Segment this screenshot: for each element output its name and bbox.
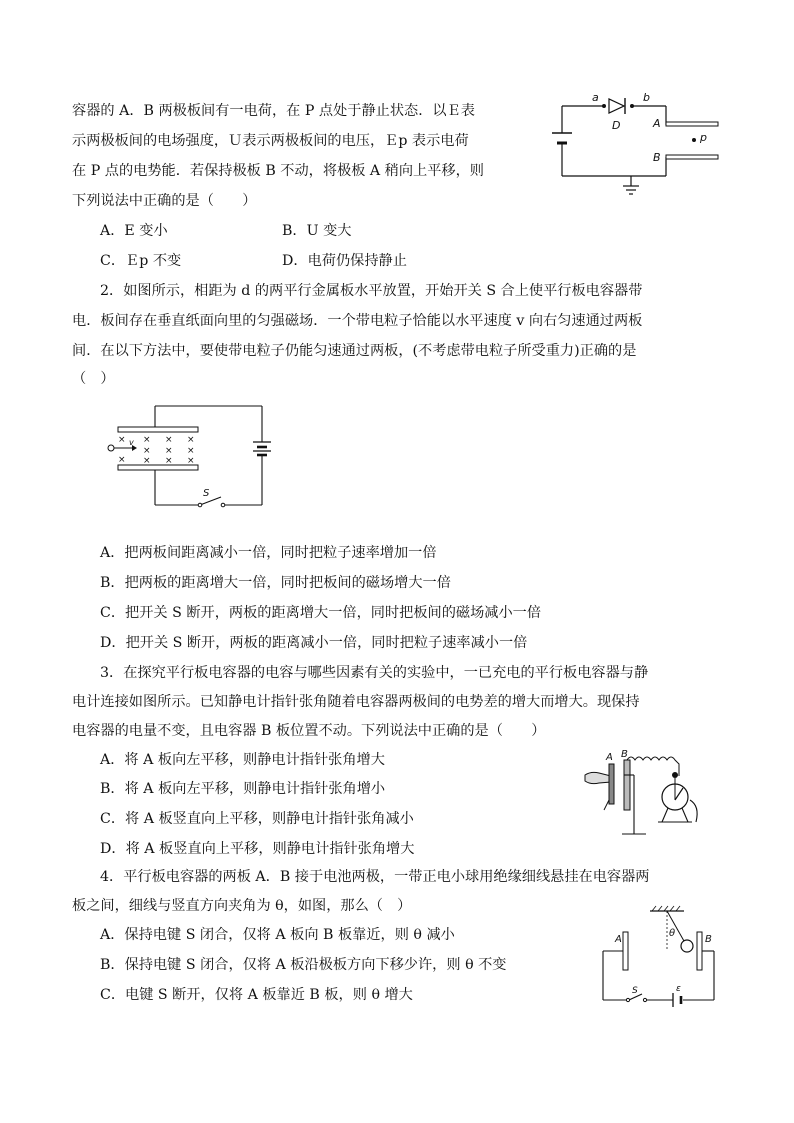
q1-line-4: 下列说法中正确的是（ ） [72,193,257,209]
q3-option-b: B．将 A 板向左平移，则静电计指针张角增小 [100,781,386,797]
q3-line-3: 电容器的电量不变，且电容器 B 板位置不动。下列说法中正确的是（ ） [72,723,546,739]
q2-line-3: 间．在以下方法中，要使带电粒子仍能匀速通过两板，(不考虑带电粒子所受重力)正确的是 [72,343,637,359]
q1-label-plate-a: A [653,117,661,130]
q2-field-cross: × [187,456,195,466]
q2-field-cross: × [143,435,151,445]
q4-plate-a [623,932,628,970]
q2-label-v: v [129,438,134,447]
q3-line-1: 3．在探究平行板电容器的电容与哪些因素有关的实验中，一已充电的平行板电容器与静 [100,665,649,681]
q2-line-2: 电．板间存在垂直纸面向里的匀强磁场．一个带电粒子恰能以水平速度 v 向右匀速通过两板 [72,313,643,329]
q4-plate-b [697,932,702,970]
q1-option-a: A．E 变小 [100,223,168,239]
q1-option-b: B．U 变大 [282,223,352,239]
q3-option-a: A．将 A 板向左平移，则静电计指针张角增大 [100,752,385,768]
q2-label-s: S [203,488,210,499]
q1-label-b: b [643,91,650,104]
q4-label-theta: θ [669,928,676,939]
q1-line-3: 在 P 点的电势能．若保持极板 B 不动，将极板 A 稍向上平移，则 [72,163,484,179]
q2-line-1: 2．如图所示，相距为 d 的两平行金属板水平放置，开始开关 S 合上使平行板电容器带 [100,283,643,299]
q4-label-a: A [615,934,622,945]
q2-field-cross: × [165,435,173,445]
q1-label-p: p [700,131,707,144]
q2-line-4: （ ） [72,371,115,387]
q4-option-a: A．保持电键 S 闭合，仅将 A 板向 B 板靠近，则 θ 减小 [100,927,455,943]
q2-field-cross: × [187,435,195,445]
q2-option-c: C．把开关 S 断开，两板的距离增大一倍，同时把板间的磁场减小一倍 [100,605,542,621]
q4-label-e: ε [676,984,681,994]
q3-label-b: B [621,749,628,760]
q4-label-b: B [705,934,712,945]
q2-field-cross: × [143,446,151,456]
q4-ball [681,940,693,952]
q2-field-cross: × [118,455,126,465]
q3-label-a: A [606,752,613,763]
q2-field-cross: × [165,446,173,456]
q2-field-cross: × [118,435,126,445]
q1-label-diode: D [612,119,621,132]
q2-option-b: B．把两板的距离增大一倍，同时把板间的磁场增大一倍 [100,575,451,591]
q1-label-a: a [592,91,599,104]
q2-option-d: D．把开关 S 断开，两板的距离减小一倍，同时把粒子速率减小一倍 [100,635,528,651]
q4-line-2: 板之间，细线与竖直方向夹角为 θ，如图，那么（ ） [72,898,412,914]
q2-field-cross: × [165,456,173,466]
q1-label-plate-b: B [653,151,661,164]
q3-line-2: 电计连接如图所示。已知静电计指针张角随着电容器两极间的电势差的增大而增大。现保持 [72,694,640,710]
q1-option-d: D．电荷仍保持静止 [282,253,407,269]
q1-line-2: 示两极板间的电场强度，Ｕ表示两极板间的电压，Ｅp 表示电荷 [72,133,469,149]
q2-option-a: A．把两板间距离减小一倍，同时把粒子速率增加一倍 [100,545,437,561]
q4-label-s: S [632,986,638,996]
q4-option-b: B．保持电键 S 闭合，仅将 A 板沿极板方向下移少许，则 θ 不变 [100,957,507,973]
q2-field-cross: × [187,446,195,456]
q4-option-c: C．电键 S 断开，仅将 A 板靠近 B 板，则 θ 增大 [100,987,413,1003]
q3-option-d: D．将 A 板竖直向上平移，则静电计指针张角增大 [100,841,415,857]
q1-line-1: 容器的 A．B 两极板间有一电荷，在 P 点处于静止状态．以Ｅ表 [72,103,475,119]
q1-option-c: C．Ｅp 不变 [100,253,182,269]
q2-field-cross: × [143,456,151,466]
q3-option-c: C．将 A 板竖直向上平移，则静电计指针张角减小 [100,811,414,827]
q4-line-1: 4．平行板电容器的两板 A．B 接于电池两极，一带正电小球用绝缘细线悬挂在电容器两 [100,869,650,885]
